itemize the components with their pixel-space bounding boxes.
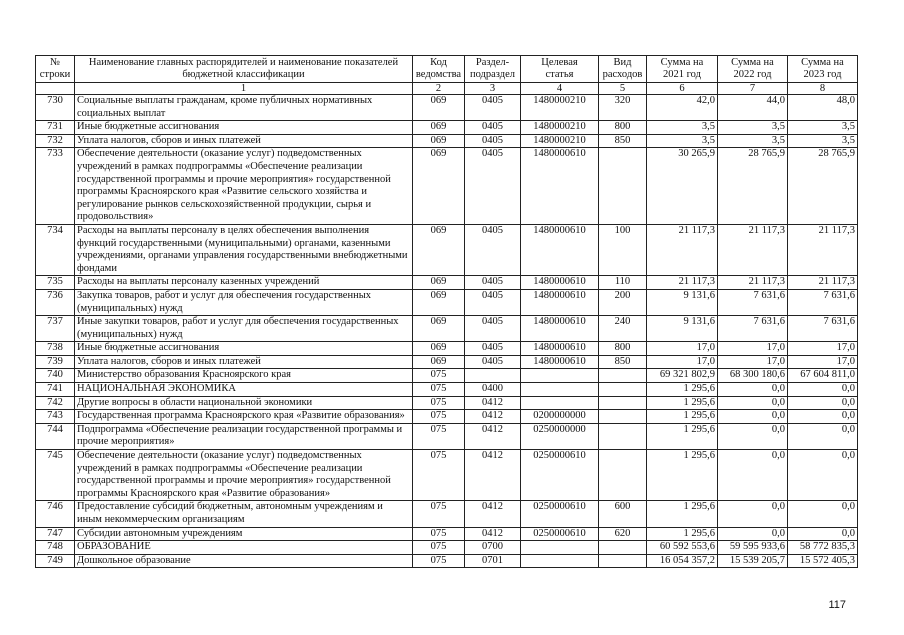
sum-2022-cell: 3,5 (718, 121, 788, 135)
row-number-cell: 746 (36, 501, 75, 527)
sum-2023-cell: 0,0 (788, 410, 858, 424)
target-article-cell (521, 396, 599, 410)
header-target-article: Целевая статья (521, 56, 599, 83)
table-row (36, 554, 858, 568)
sum-2023-cell: 7 631,6 (788, 289, 858, 315)
dept-code-cell: 075 (413, 541, 465, 555)
sum-2022-cell: 0,0 (718, 383, 788, 397)
section-cell: 0412 (465, 527, 521, 541)
item-name-cell: Расходы на выплаты персоналу в целях обеспечения выполнения функций государственными (муниципальными) органами, казенными учреждениями, органами управления государственными внебюджетными фондами (75, 224, 413, 275)
target-article-cell (521, 541, 599, 555)
expense-type-cell: 800 (599, 342, 647, 356)
expense-type-cell: 800 (599, 121, 647, 135)
sum-2022-cell: 0,0 (718, 450, 788, 501)
sum-2022-cell: 7 631,6 (718, 289, 788, 315)
header-dept-code: Код ведомства (413, 56, 465, 83)
table-row (36, 316, 858, 342)
column-number: 8 (788, 83, 858, 95)
section-cell: 0405 (465, 148, 521, 225)
sum-2022-cell: 17,0 (718, 342, 788, 356)
sum-2023-cell: 7 631,6 (788, 316, 858, 342)
target-article-cell: 0250000610 (521, 501, 599, 527)
sum-2021-cell: 1 295,6 (647, 450, 718, 501)
target-article-cell: 1480000610 (521, 276, 599, 290)
column-number: 5 (599, 83, 647, 95)
header-row-number: № строки (36, 56, 75, 83)
target-article-cell (521, 369, 599, 383)
sum-2023-cell: 58 772 835,3 (788, 541, 858, 555)
item-name-cell: Подпрограмма «Обеспечение реализации государственной программы и прочие мероприятия» (75, 423, 413, 449)
target-article-cell: 1480000610 (521, 342, 599, 356)
sum-2023-cell: 17,0 (788, 355, 858, 369)
expense-type-cell (599, 148, 647, 225)
sum-2021-cell: 1 295,6 (647, 527, 718, 541)
table-body (36, 95, 858, 568)
sum-2022-cell: 7 631,6 (718, 316, 788, 342)
row-number-cell: 736 (36, 289, 75, 315)
expense-type-cell (599, 450, 647, 501)
section-cell: 0405 (465, 224, 521, 275)
expense-type-cell: 200 (599, 289, 647, 315)
table-header-row (36, 56, 858, 83)
table-row (36, 541, 858, 555)
dept-code-cell: 075 (413, 369, 465, 383)
item-name-cell: Предоставление субсидий бюджетным, автономным учреждениям и иным некоммерческим организациям (75, 501, 413, 527)
sum-2021-cell: 1 295,6 (647, 383, 718, 397)
target-article-cell: 0250000610 (521, 527, 599, 541)
row-number-cell: 731 (36, 121, 75, 135)
header-sum-2023: Сумма на 2023 год (788, 56, 858, 83)
sum-2023-cell: 3,5 (788, 121, 858, 135)
table-row (36, 224, 858, 275)
row-number-cell: 742 (36, 396, 75, 410)
sum-2022-cell: 28 765,9 (718, 148, 788, 225)
sum-2023-cell: 0,0 (788, 501, 858, 527)
target-article-cell (521, 554, 599, 568)
row-number-cell: 733 (36, 148, 75, 225)
section-cell: 0700 (465, 541, 521, 555)
row-number-cell: 740 (36, 369, 75, 383)
expense-type-cell: 850 (599, 355, 647, 369)
item-name-cell: Закупка товаров, работ и услуг для обеспечения государственных (муниципальных) нужд (75, 289, 413, 315)
row-number-cell: 748 (36, 541, 75, 555)
row-number-cell: 738 (36, 342, 75, 356)
target-article-cell: 1480000210 (521, 134, 599, 148)
row-number-cell: 749 (36, 554, 75, 568)
dept-code-cell: 069 (413, 134, 465, 148)
section-cell: 0405 (465, 134, 521, 148)
row-number-cell: 741 (36, 383, 75, 397)
expense-type-cell (599, 383, 647, 397)
item-name-cell: Расходы на выплаты персоналу казенных учреждений (75, 276, 413, 290)
table-row (36, 369, 858, 383)
table-row (36, 148, 858, 225)
sum-2022-cell: 68 300 180,6 (718, 369, 788, 383)
section-cell: 0701 (465, 554, 521, 568)
table-row (36, 423, 858, 449)
expense-type-cell: 320 (599, 95, 647, 121)
section-cell: 0405 (465, 121, 521, 135)
sum-2021-cell: 9 131,6 (647, 289, 718, 315)
dept-code-cell: 069 (413, 355, 465, 369)
sum-2021-cell: 3,5 (647, 134, 718, 148)
sum-2021-cell: 21 117,3 (647, 224, 718, 275)
column-number (36, 83, 75, 95)
sum-2023-cell: 0,0 (788, 527, 858, 541)
item-name-cell: Министерство образования Красноярского края (75, 369, 413, 383)
sum-2022-cell: 0,0 (718, 423, 788, 449)
item-name-cell: Обеспечение деятельности (оказание услуг) подведомственных учреждений в рамках подпрограммы «Обеспечение реализации государственной программы и прочие мероприятия» государственной программы Красноярского края «Развитие образования» (75, 450, 413, 501)
sum-2023-cell: 48,0 (788, 95, 858, 121)
target-article-cell: 1480000610 (521, 355, 599, 369)
sum-2021-cell: 21 117,3 (647, 276, 718, 290)
sum-2023-cell: 0,0 (788, 383, 858, 397)
table-row (36, 355, 858, 369)
table-row (36, 396, 858, 410)
sum-2021-cell: 1 295,6 (647, 423, 718, 449)
item-name-cell: Уплата налогов, сборов и иных платежей (75, 134, 413, 148)
sum-2021-cell: 3,5 (647, 121, 718, 135)
sum-2022-cell: 15 539 205,7 (718, 554, 788, 568)
target-article-cell (521, 383, 599, 397)
expense-type-cell: 600 (599, 501, 647, 527)
item-name-cell: Государственная программа Красноярского края «Развитие образования» (75, 410, 413, 424)
dept-code-cell: 075 (413, 410, 465, 424)
column-numbers-row (36, 83, 858, 95)
sum-2021-cell: 1 295,6 (647, 396, 718, 410)
table-row (36, 410, 858, 424)
table-row (36, 342, 858, 356)
target-article-cell: 1480000610 (521, 289, 599, 315)
row-number-cell: 744 (36, 423, 75, 449)
item-name-cell: Субсидии автономным учреждениям (75, 527, 413, 541)
header-expense-type: Вид расходов (599, 56, 647, 83)
sum-2022-cell: 17,0 (718, 355, 788, 369)
column-number: 7 (718, 83, 788, 95)
sum-2022-cell: 3,5 (718, 134, 788, 148)
sum-2023-cell: 0,0 (788, 450, 858, 501)
sum-2021-cell: 9 131,6 (647, 316, 718, 342)
header-sum-2022: Сумма на 2022 год (718, 56, 788, 83)
sum-2021-cell: 60 592 553,6 (647, 541, 718, 555)
table-row (36, 383, 858, 397)
sum-2021-cell: 17,0 (647, 355, 718, 369)
dept-code-cell: 069 (413, 342, 465, 356)
section-cell: 0412 (465, 501, 521, 527)
section-cell: 0405 (465, 342, 521, 356)
sum-2023-cell: 3,5 (788, 134, 858, 148)
dept-code-cell: 069 (413, 95, 465, 121)
column-number: 2 (413, 83, 465, 95)
target-article-cell: 0250000000 (521, 423, 599, 449)
dept-code-cell: 075 (413, 450, 465, 501)
table-row (36, 121, 858, 135)
sum-2022-cell: 0,0 (718, 501, 788, 527)
sum-2023-cell: 0,0 (788, 423, 858, 449)
column-number: 1 (75, 83, 413, 95)
section-cell: 0405 (465, 276, 521, 290)
target-article-cell: 0200000000 (521, 410, 599, 424)
column-number: 4 (521, 83, 599, 95)
row-number-cell: 743 (36, 410, 75, 424)
section-cell: 0412 (465, 423, 521, 449)
target-article-cell: 1480000210 (521, 95, 599, 121)
expense-type-cell (599, 554, 647, 568)
sum-2022-cell: 0,0 (718, 396, 788, 410)
item-name-cell: Социальные выплаты гражданам, кроме публичных нормативных социальных выплат (75, 95, 413, 121)
budget-table (35, 55, 858, 568)
table-row (36, 289, 858, 315)
row-number-cell: 730 (36, 95, 75, 121)
expense-type-cell: 100 (599, 224, 647, 275)
section-cell: 0405 (465, 316, 521, 342)
row-number-cell: 732 (36, 134, 75, 148)
item-name-cell: Иные бюджетные ассигнования (75, 342, 413, 356)
dept-code-cell: 075 (413, 396, 465, 410)
item-name-cell: ОБРАЗОВАНИЕ (75, 541, 413, 555)
sum-2021-cell: 69 321 802,9 (647, 369, 718, 383)
section-cell: 0412 (465, 396, 521, 410)
dept-code-cell: 069 (413, 276, 465, 290)
item-name-cell: Дошкольное образование (75, 554, 413, 568)
dept-code-cell: 075 (413, 501, 465, 527)
section-cell: 0405 (465, 355, 521, 369)
column-number: 3 (465, 83, 521, 95)
sum-2023-cell: 0,0 (788, 396, 858, 410)
sum-2021-cell: 16 054 357,2 (647, 554, 718, 568)
sum-2022-cell: 21 117,3 (718, 276, 788, 290)
dept-code-cell: 075 (413, 527, 465, 541)
section-cell (465, 369, 521, 383)
row-number-cell: 737 (36, 316, 75, 342)
sum-2021-cell: 30 265,9 (647, 148, 718, 225)
row-number-cell: 735 (36, 276, 75, 290)
item-name-cell: Другие вопросы в области национальной экономики (75, 396, 413, 410)
row-number-cell: 747 (36, 527, 75, 541)
dept-code-cell: 075 (413, 554, 465, 568)
expense-type-cell: 240 (599, 316, 647, 342)
dept-code-cell: 069 (413, 148, 465, 225)
header-section: Раздел- подраздел (465, 56, 521, 83)
target-article-cell: 1480000610 (521, 148, 599, 225)
section-cell: 0405 (465, 95, 521, 121)
item-name-cell: Иные закупки товаров, работ и услуг для обеспечения государственных (муниципальных) нужд (75, 316, 413, 342)
expense-type-cell (599, 396, 647, 410)
expense-type-cell: 850 (599, 134, 647, 148)
row-number-cell: 739 (36, 355, 75, 369)
dept-code-cell: 075 (413, 383, 465, 397)
item-name-cell: Иные бюджетные ассигнования (75, 121, 413, 135)
sum-2021-cell: 42,0 (647, 95, 718, 121)
dept-code-cell: 069 (413, 224, 465, 275)
section-cell: 0412 (465, 410, 521, 424)
sum-2023-cell: 21 117,3 (788, 276, 858, 290)
sum-2022-cell: 44,0 (718, 95, 788, 121)
sum-2022-cell: 21 117,3 (718, 224, 788, 275)
sum-2022-cell: 59 595 933,6 (718, 541, 788, 555)
table-row (36, 134, 858, 148)
sum-2021-cell: 1 295,6 (647, 410, 718, 424)
column-number: 6 (647, 83, 718, 95)
target-article-cell: 0250000610 (521, 450, 599, 501)
section-cell: 0412 (465, 450, 521, 501)
sum-2022-cell: 0,0 (718, 527, 788, 541)
row-number-cell: 745 (36, 450, 75, 501)
dept-code-cell: 075 (413, 423, 465, 449)
page-number: 117 (828, 599, 846, 611)
expense-type-cell (599, 541, 647, 555)
table-row (36, 450, 858, 501)
table-row (36, 95, 858, 121)
header-sum-2021: Сумма на 2021 год (647, 56, 718, 83)
expense-type-cell (599, 410, 647, 424)
sum-2021-cell: 17,0 (647, 342, 718, 356)
header-name: Наименование главных распорядителей и наименование показателей бюджетной классификации (75, 56, 413, 83)
sum-2023-cell: 28 765,9 (788, 148, 858, 225)
table-row (36, 501, 858, 527)
sum-2023-cell: 21 117,3 (788, 224, 858, 275)
expense-type-cell: 620 (599, 527, 647, 541)
sum-2023-cell: 15 572 405,3 (788, 554, 858, 568)
target-article-cell: 1480000610 (521, 224, 599, 275)
sum-2023-cell: 67 604 811,0 (788, 369, 858, 383)
expense-type-cell (599, 369, 647, 383)
dept-code-cell: 069 (413, 316, 465, 342)
expense-type-cell (599, 423, 647, 449)
dept-code-cell: 069 (413, 289, 465, 315)
item-name-cell: Обеспечение деятельности (оказание услуг) подведомственных учреждений в рамках подпрограммы «Обеспечение реализации государственной программы и прочие мероприятия» государственной программы Красноярского края «Развитие сельского хозяйства и регулирование рынков сельскохозяйственной продукции, сырья и продовольствия» (75, 148, 413, 225)
sum-2021-cell: 1 295,6 (647, 501, 718, 527)
sum-2023-cell: 17,0 (788, 342, 858, 356)
expense-type-cell: 110 (599, 276, 647, 290)
sum-2022-cell: 0,0 (718, 410, 788, 424)
dept-code-cell: 069 (413, 121, 465, 135)
table-row (36, 527, 858, 541)
target-article-cell: 1480000210 (521, 121, 599, 135)
item-name-cell: Уплата налогов, сборов и иных платежей (75, 355, 413, 369)
item-name-cell: НАЦИОНАЛЬНАЯ ЭКОНОМИКА (75, 383, 413, 397)
section-cell: 0405 (465, 289, 521, 315)
table-row (36, 276, 858, 290)
row-number-cell: 734 (36, 224, 75, 275)
section-cell: 0400 (465, 383, 521, 397)
target-article-cell: 1480000610 (521, 316, 599, 342)
